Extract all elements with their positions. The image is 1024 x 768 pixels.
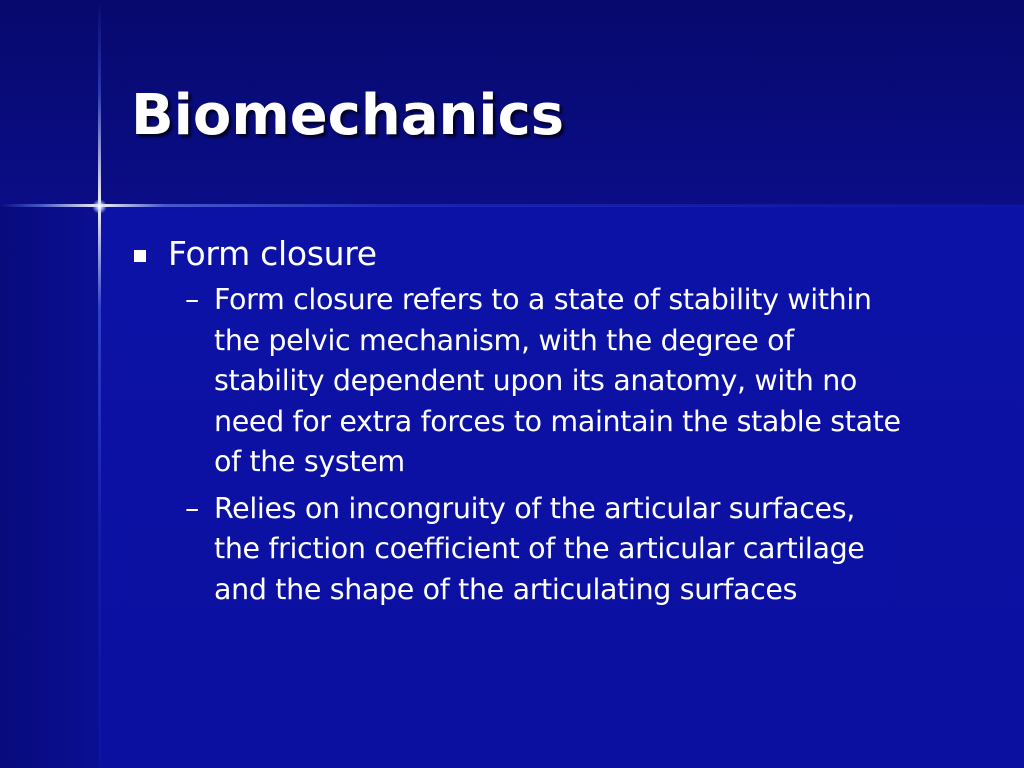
slide-content — [130, 232, 970, 616]
sub-bullet-line: and the shape of the articulating surfaces — [214, 572, 798, 606]
sub-bullet-line: need for extra forces to maintain the stable state — [214, 404, 901, 438]
dash-bullet-icon: – — [185, 491, 199, 525]
sub-bullet-line: stability dependent upon its anatomy, with no — [214, 364, 858, 397]
bullet-item — [130, 232, 970, 276]
sub-bullet-line: of the system — [214, 445, 405, 478]
sub-bullet-line: the friction coefficient of the articular cartilage — [214, 532, 865, 565]
sub-bullet-line: the pelvic mechanism, with the degree of — [214, 323, 794, 357]
slide-title: Biomechanics — [131, 83, 565, 148]
square-bullet-icon — [134, 250, 146, 262]
sub-bullet-text — [214, 280, 974, 483]
dash-bullet-icon: – — [185, 283, 199, 316]
sub-bullet-list — [130, 280, 970, 610]
sparkle-cross-icon — [92, 199, 107, 214]
sparkle-vertical-line — [98, 0, 101, 768]
sub-bullet-line: Relies on incongruity of the articular surfaces, — [214, 491, 855, 525]
sub-bullet-item — [185, 280, 970, 483]
sparkle-horizontal-line — [0, 204, 1024, 207]
left-band — [0, 206, 99, 768]
bullet-text: Form closure — [168, 234, 377, 273]
sub-bullet-item — [185, 489, 970, 611]
sub-bullet-text — [214, 489, 974, 611]
sub-bullet-line: Form closure refers to a state of stability within — [214, 283, 872, 316]
